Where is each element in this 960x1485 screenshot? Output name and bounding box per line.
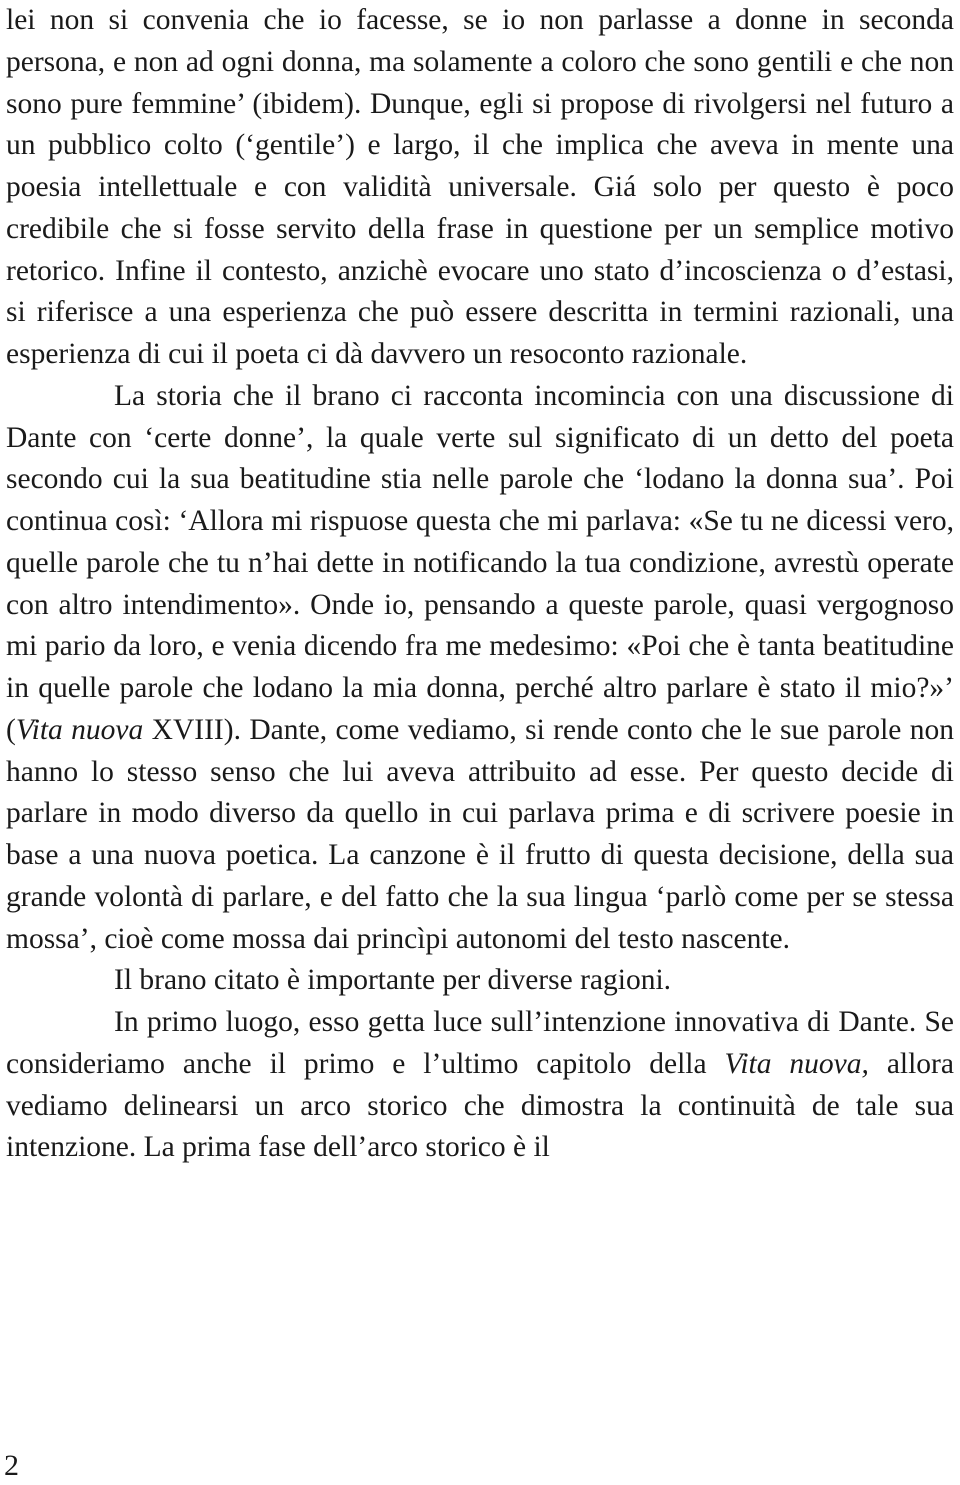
document-page [6,0,954,1169]
paragraph-1: lei non si convenia che io facesse, se io non parlasse a donne in seconda persona, e non ad ogni donna, ma solamente a coloro che sono gentili e che non sono pure femmine’ (ibidem). Dunque, egli si propose di rivolgersi nel futuro a un pubblico colto (‘gentile’) e largo, il che implica che aveva in mente una poesia intellettuale e con validità universale. Giá solo per questo è poco credibile che si fosse servito della frase in questione per un semplice motivo retorico. Infine il contesto, anzichè evocare uno stato d’incoscienza o d’estasi, si riferisce a una esperienza che può essere descritta in termini razionali, una esperienza di cui il poeta ci dà davvero un resoconto razionale. [6,4,954,370]
paragraph-4 [6,1002,954,1169]
paragraph-2-text-a: La storia che il brano ci racconta incomincia con una discussione di Dante con ‘certe donne’, la quale verte sul significato di un detto del poeta secondo cui la sua beatitudine stia nelle parole che ‘lodano la donna sua’. Poi continua così: ‘Allora mi rispuose questa che mi parlava: «Se tu ne dicessi vero, quelle parole che tu n’hai dette in notificando la tua condizione, avrestù operate con altro intendimento». Onde io, pensando a queste parole, quasi vergognoso mi pario da loro, e venia dicendo fra me medesimo: «Poi che è tanta beatitudine in quelle parole che lodano la mia donna, perché altro parlare è stato il mio?»’ ( [6,379,954,746]
paragraph-2-title-vita-nuova: Vita nuova [15,713,144,746]
paragraph-2 [6,376,954,961]
paragraph-4-title-vita-nuova: Vita nuova, [724,1047,869,1080]
paragraph-4-text-a: In primo luogo, esso getta luce sull’intenzione innovativa di Dante. Se consideriamo anche il primo e l’ultimo capitolo della [6,1006,954,1080]
paragraph-2-text-b: XVIII). Dante, come vediamo, si rende conto che le sue parole non hanno lo stesso senso che lui aveva attribuito ad esse. Per questo decide di parlare in modo diverso da quello in cui parlava prima e di scrivere poesie in base a una nuova poetica. La canzone è il frutto di questa decisione, della sua grande volontà di parlare, e del fatto che la sua lingua ‘parlò come per se stessa mossa’, cioè come mossa dai princìpi autonomi del testo nascente. [6,713,954,955]
page-number: 2 [4,1449,19,1482]
paragraph-4-text-b: allora vediamo delinearsi un arco storico che dimostra la continuità de tale sua intenzione. La prima fase dell’arco storico è il [6,1047,954,1164]
paragraph-3: Il brano citato è importante per diverse ragioni. [114,964,672,997]
